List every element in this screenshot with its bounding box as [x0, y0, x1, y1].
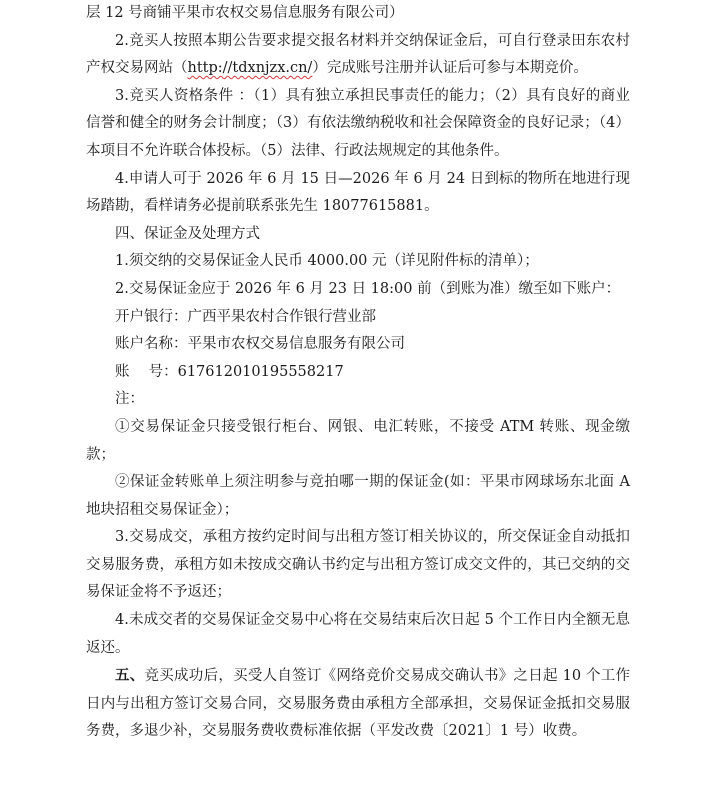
- registration-text-pre: 2.竞买人按照本期公告要求提交报名材料并交纳保证金后，可自行登录田东农村产权交易网站（: [86, 32, 630, 77]
- post-auction-text: 竞买成功后，买受人自签订《网络竞价交易成交确认书》之日起 10 个工作日内与出租方签订交易合同，交易服务费由承租方全部承担，交易保证金抵扣交易服务费，多退少补，交易服务费收费标准依据（平发改费〔2021〕1 号）收费。: [86, 668, 631, 740]
- bank-name: 开户银行：广西平果农村合作银行营业部: [115, 308, 376, 325]
- website-link[interactable]: http://tdxnjzx.cn/: [187, 60, 313, 77]
- note-item-2: ②保证金转账单上须注明参与竞拍哪一期的保证金(如：平果市网球场东北面 A 地块招租交易保证金）；: [86, 474, 630, 518]
- account-number: 账 号：617612010195558217: [115, 363, 344, 380]
- note-item-1: ①交易保证金只接受银行柜台、网银、电汇转账，不接受 ATM 转账、现金缴款；: [86, 418, 630, 463]
- paragraph-refund: 4.未成交者的交易保证金交易中心将在交易结束后次日起 5 个工作日内全额无息返还。: [86, 612, 630, 656]
- paragraph-post-auction: [86, 662, 630, 746]
- paragraph-registration: [86, 28, 630, 83]
- registration-text-post: ）完成账号注册并认证后可参与本期竞价。: [312, 60, 588, 77]
- paragraph-deposit-deadline: 2.交易保证金应于 2026 年 6 月 23 日 18:00 前（到账为准）缴至如下账户：: [115, 280, 621, 297]
- paragraph-deal-deduction: 3.交易成交，承租方按约定时间与出租方签订相关协议的，所交保证金自动抵扣交易服务费，承租方如未按成交确认书约定与出租方签订成交文件的，其已交纳的交易保证金将不予返还；: [86, 529, 630, 601]
- paragraph-deposit-amount: 1.须交纳的交易保证金人民币 4000.00 元（详见附件标的清单）；: [115, 253, 539, 270]
- paragraph-address-tail: 层 12 号商铺平果市农权交易信息服务有限公司）: [86, 5, 404, 21]
- note-label: 注：: [115, 391, 144, 408]
- paragraph-qualification: 3.竞买人资格条件 ：（1）具有独立承担民事责任的能力；（2）具有良好的商业信誉和健全的财务会计制度；（3）有依法缴纳税收和社会保障资金的良好记录；（4）本项目不允许联合体投标。（5）法律、行政法规规定的其他条件。: [86, 87, 630, 159]
- section-heading-five: 五、: [115, 667, 145, 685]
- section-heading-deposit: 四、保证金及处理方式: [115, 225, 260, 242]
- paragraph-site-visit: 4.申请人可于 2026 年 6 月 15 日—2026 年 6 月 24 日到标的物所在地进行现场踏勘，看样请务必提前联系张先生 18077615881。: [86, 170, 630, 215]
- account-name: 账户名称：平果市农权交易信息服务有限公司: [115, 336, 405, 353]
